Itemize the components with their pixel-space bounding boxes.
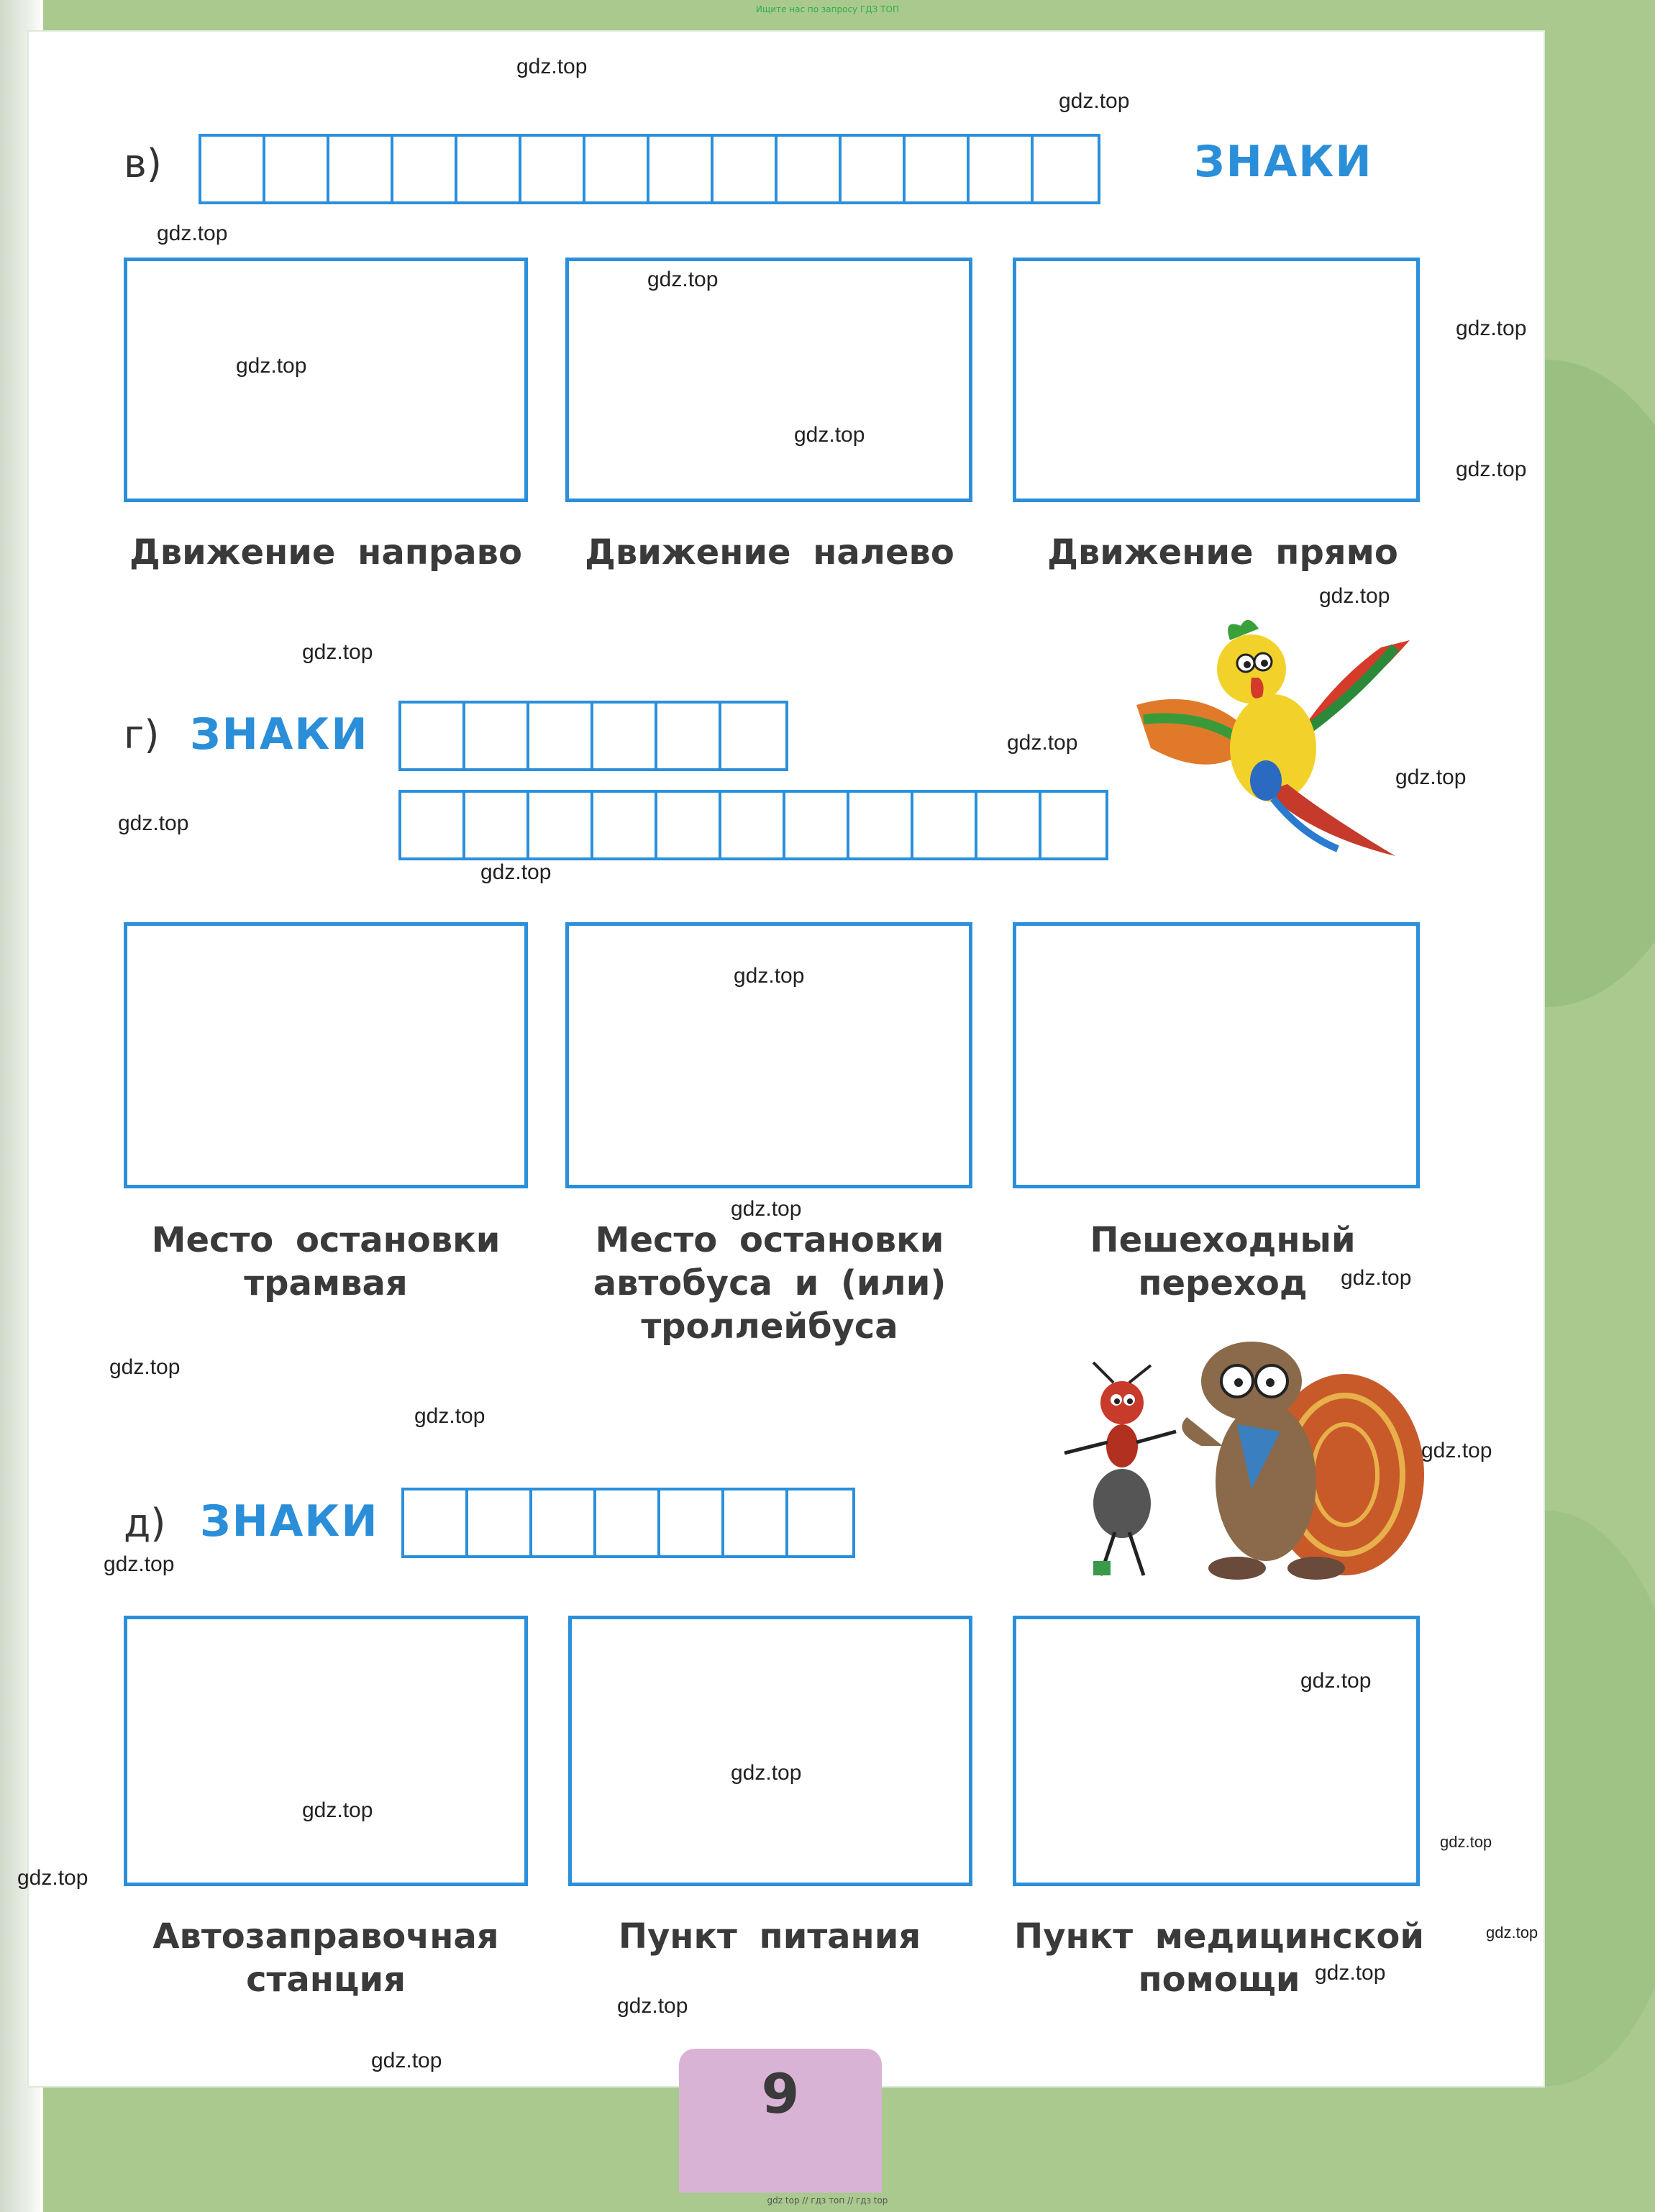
- watermark: gdz.top: [104, 1552, 175, 1576]
- watermark: gdz.top: [118, 811, 189, 835]
- answer-cell[interactable]: [913, 793, 977, 857]
- answer-cell[interactable]: [329, 137, 393, 201]
- caption: Пункт медицинской помощи: [1014, 1916, 1424, 2000]
- watermark: gdz.top: [617, 1994, 688, 2018]
- section-g-label: г): [124, 712, 160, 757]
- answer-cell[interactable]: [977, 793, 1041, 857]
- watermark: gdz.top: [1456, 458, 1527, 481]
- answer-cell[interactable]: [532, 1490, 596, 1555]
- answer-cell[interactable]: [778, 137, 842, 201]
- section-d-answer-cells[interactable]: [401, 1488, 855, 1558]
- answer-cell[interactable]: [401, 793, 465, 857]
- caption: Движение налево: [585, 532, 954, 573]
- answer-cell[interactable]: [660, 1490, 724, 1555]
- answer-cell[interactable]: [404, 1490, 468, 1555]
- watermark: gdz.top: [1395, 765, 1467, 789]
- answer-cell[interactable]: [724, 1490, 788, 1555]
- answer-cell[interactable]: [465, 793, 529, 857]
- watermark: gdz.top: [17, 1866, 88, 1890]
- watermark: gdz.top: [480, 860, 552, 884]
- section-g-znaki: ЗНАКИ: [190, 709, 369, 760]
- section-g-answer-cells-row1[interactable]: [398, 701, 788, 771]
- answer-cell[interactable]: [593, 704, 657, 768]
- sign-drawing-box[interactable]: [124, 258, 528, 502]
- caption: Пешеходный переход: [1090, 1220, 1356, 1303]
- sign-drawing-box[interactable]: [568, 1616, 972, 1886]
- sign-drawing-box[interactable]: [565, 258, 972, 502]
- answer-cell[interactable]: [657, 704, 721, 768]
- answer-cell[interactable]: [906, 137, 970, 201]
- answer-cell[interactable]: [1041, 793, 1105, 857]
- section-v-label: в): [124, 141, 162, 186]
- answer-cell[interactable]: [529, 704, 593, 768]
- caption: Место остановки трамвая: [151, 1220, 501, 1303]
- watermark: gdz.top: [1319, 584, 1390, 608]
- answer-cell[interactable]: [585, 137, 649, 201]
- watermark: gdz.top: [302, 640, 373, 664]
- caption: Движение прямо: [1047, 532, 1398, 573]
- watermark: gdz.top: [1486, 1924, 1538, 1942]
- answer-cell[interactable]: [393, 137, 457, 201]
- section-v-answer-cells[interactable]: [199, 134, 1100, 204]
- answer-cell[interactable]: [785, 793, 849, 857]
- watermark: gdz.top: [1059, 89, 1130, 113]
- sign-drawing-box[interactable]: [565, 922, 972, 1188]
- sign-drawing-box[interactable]: [124, 922, 528, 1188]
- watermark: gdz.top: [109, 1355, 181, 1379]
- watermark: gdz.top: [236, 354, 307, 378]
- watermark: gdz.top: [647, 268, 719, 291]
- answer-cell[interactable]: [593, 793, 657, 857]
- caption: Пункт питания: [618, 1916, 921, 1957]
- ant-illustration: [1050, 1360, 1187, 1583]
- answer-cell[interactable]: [468, 1490, 532, 1555]
- answer-cell[interactable]: [1034, 137, 1098, 201]
- section-d-znaki: ЗНАКИ: [200, 1496, 379, 1547]
- section-d-label: д): [124, 1501, 166, 1546]
- answer-cell[interactable]: [649, 137, 713, 201]
- parrot-illustration: [1122, 619, 1424, 863]
- watermark: gdz.top: [1300, 1669, 1372, 1693]
- answer-cell[interactable]: [970, 137, 1034, 201]
- caption: Движение направо: [129, 532, 522, 573]
- watermark: gdz.top: [414, 1404, 485, 1428]
- watermark: gdz.top: [1341, 1266, 1412, 1290]
- caption: Место остановки автобуса и (или) троллейбуса: [593, 1220, 947, 1347]
- answer-cell[interactable]: [849, 793, 913, 857]
- watermark: gdz.top: [1456, 317, 1527, 340]
- page-number: 9: [761, 2062, 800, 2126]
- sign-drawing-box[interactable]: [124, 1616, 528, 1886]
- watermark: gdz.top: [516, 55, 588, 78]
- turtle-illustration: [1180, 1338, 1424, 1583]
- sign-drawing-box[interactable]: [1013, 258, 1420, 502]
- answer-cell[interactable]: [529, 793, 593, 857]
- watermark: gdz.top: [302, 1798, 373, 1822]
- answer-cell[interactable]: [265, 137, 329, 201]
- answer-cell[interactable]: [465, 704, 529, 768]
- answer-cell[interactable]: [842, 137, 906, 201]
- watermark: gdz.top: [157, 222, 228, 245]
- answer-cell[interactable]: [201, 137, 265, 201]
- watermark: gdz.top: [731, 1197, 802, 1221]
- answer-cell[interactable]: [521, 137, 585, 201]
- caption: Автозаправочная станция: [152, 1916, 499, 2000]
- answer-cell[interactable]: [596, 1490, 660, 1555]
- answer-cell[interactable]: [401, 704, 465, 768]
- watermark: gdz.top: [734, 964, 805, 988]
- answer-cell[interactable]: [657, 793, 721, 857]
- watermark: gdz.top: [371, 2049, 442, 2072]
- answer-cell[interactable]: [721, 704, 785, 768]
- watermark: gdz.top: [794, 423, 865, 447]
- answer-cell[interactable]: [713, 137, 778, 201]
- bottom-banner: gdz top // гдз топ // гдз top: [767, 2195, 888, 2206]
- sign-drawing-box[interactable]: [1013, 922, 1420, 1188]
- top-banner: Ищите нас по запросу ГДЗ ТОП: [756, 4, 899, 14]
- answer-cell[interactable]: [457, 137, 521, 201]
- sign-drawing-box[interactable]: [1013, 1616, 1420, 1886]
- watermark: gdz.top: [1440, 1833, 1492, 1851]
- watermark: gdz.top: [1421, 1439, 1492, 1462]
- watermark: gdz.top: [1315, 1961, 1386, 1985]
- section-v-znaki: ЗНАКИ: [1194, 137, 1373, 187]
- watermark: gdz.top: [1007, 731, 1078, 755]
- answer-cell[interactable]: [721, 793, 785, 857]
- watermark: gdz.top: [731, 1761, 802, 1785]
- section-g-answer-cells-row2[interactable]: [398, 790, 1108, 860]
- answer-cell[interactable]: [788, 1490, 852, 1555]
